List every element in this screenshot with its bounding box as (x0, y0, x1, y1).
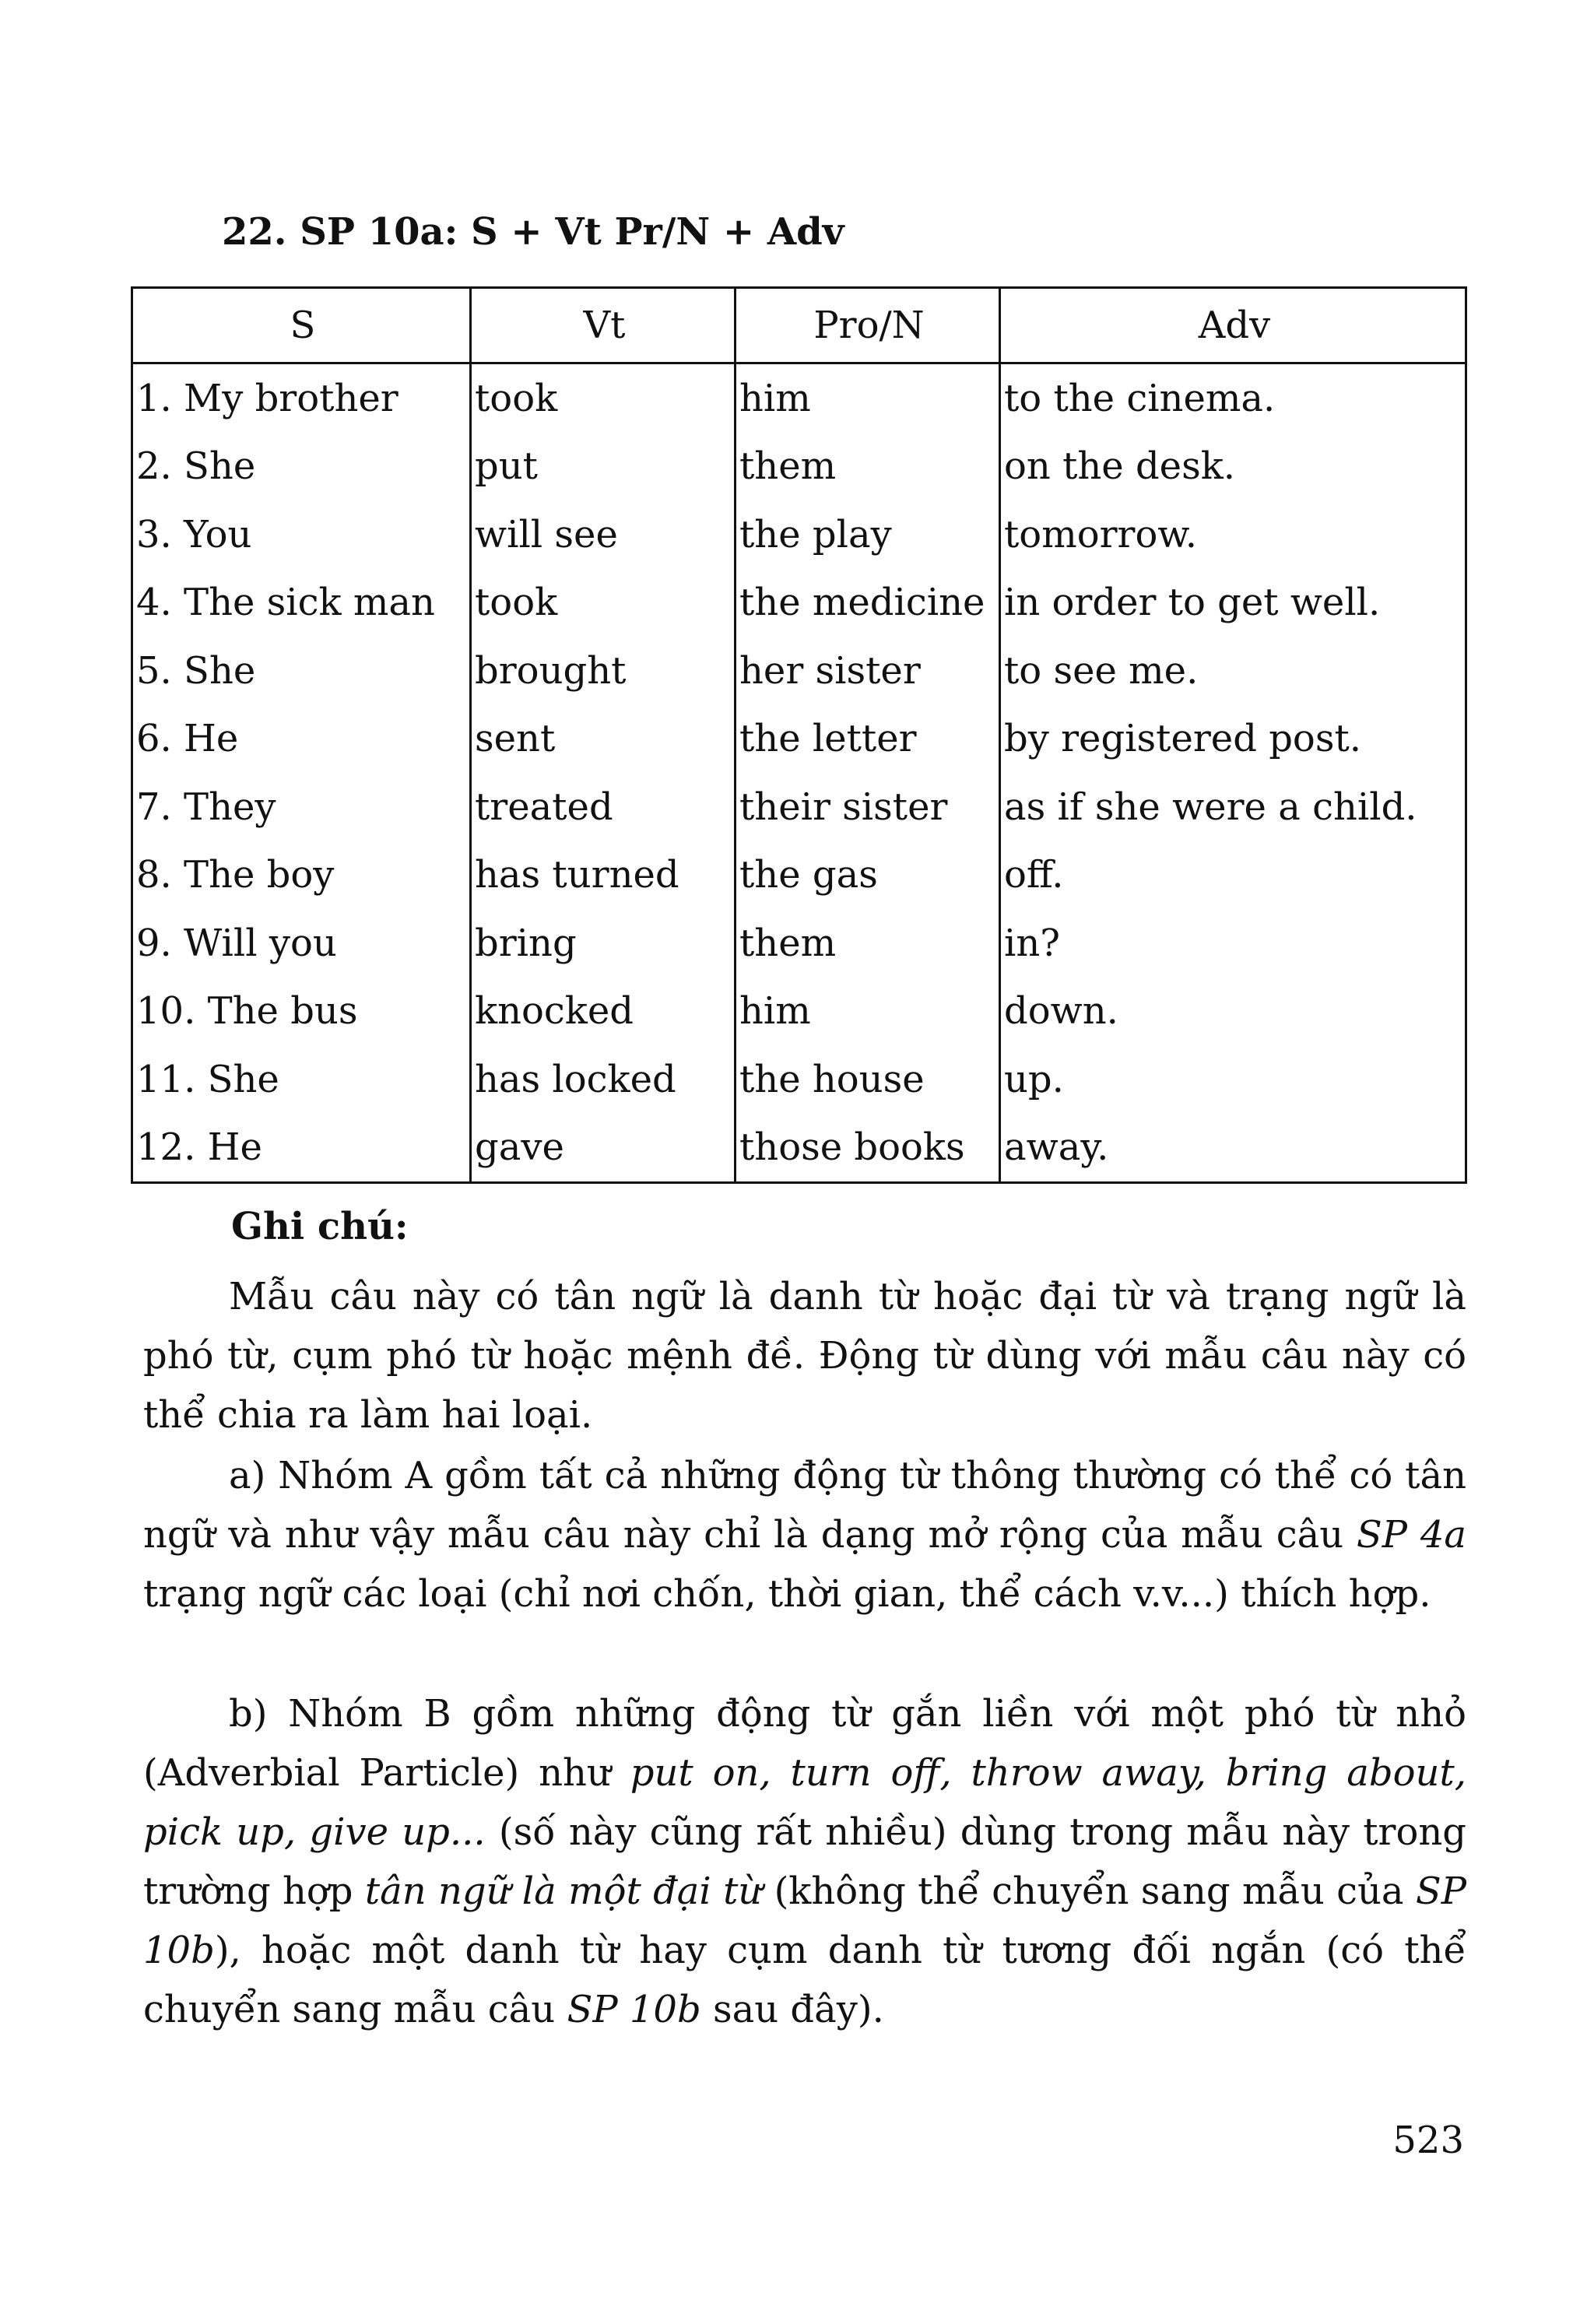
header-pron: Pro/N (736, 288, 1000, 363)
note-emphasis: SP 10b (567, 1988, 701, 2031)
table-row (132, 841, 1466, 910)
cell-adverbial: as if she were a child. (1000, 773, 1466, 841)
cell-verb: treated (471, 773, 736, 841)
cell-subject: 6. He (132, 705, 471, 774)
note-text: sau đây). (700, 1988, 884, 2031)
note-text: ), hoặc một danh từ hay cụm danh từ tương đối ngắn (có thể chuyển sang mẫu câu (143, 1929, 1466, 2031)
cell-subject: 7. They (132, 773, 471, 841)
cell-object: the letter (736, 705, 1000, 774)
cell-adverbial: off. (1000, 841, 1466, 910)
notes-title: Ghi chú: (231, 1205, 409, 1248)
cell-adverbial: tomorrow. (1000, 500, 1466, 569)
sentence-pattern-table (131, 286, 1467, 1184)
cell-object: them (736, 433, 1000, 501)
table-row (132, 637, 1466, 705)
cell-adverbial: to the cinema. (1000, 363, 1466, 433)
header-s: S (132, 288, 471, 363)
cell-verb: has turned (471, 841, 736, 910)
cell-verb: sent (471, 705, 736, 774)
cell-object: him (736, 363, 1000, 433)
note-paragraph-intro: Mẫu câu này có tân ngữ là danh từ hoặc đại từ và trạng ngữ là phó từ, cụm phó từ hoặc mệnh đề. Động từ dùng với mẫu câu này có thể chia ra làm hai loại. (143, 1275, 1466, 1437)
note-emphasis: SP 10b (143, 1869, 1466, 1972)
table-row (132, 500, 1466, 569)
note-emphasis: SP 4a (1356, 1513, 1467, 1557)
header-vt: Vt (471, 288, 736, 363)
cell-adverbial: in? (1000, 909, 1466, 978)
cell-subject: 3. You (132, 500, 471, 569)
cell-adverbial: to see me. (1000, 637, 1466, 705)
cell-subject: 5. She (132, 637, 471, 705)
note-emphasis: tân ngữ là một đại từ (364, 1869, 763, 1913)
cell-subject: 1. My brother (132, 363, 471, 433)
note-text: a) Nhóm A gồm tất cả những động từ thông thường có thể có tân ngữ và như vậy mẫu câu này chỉ là dạng mở rộng của mẫu câu (143, 1454, 1466, 1557)
cell-subject: 11. She (132, 1045, 471, 1114)
cell-subject: 9. Will you (132, 909, 471, 978)
cell-adverbial: by registered post. (1000, 705, 1466, 774)
cell-verb: took (471, 569, 736, 637)
cell-verb: put (471, 433, 736, 501)
cell-subject: 8. The boy (132, 841, 471, 910)
cell-verb: brought (471, 637, 736, 705)
cell-adverbial: on the desk. (1000, 433, 1466, 501)
cell-object: the gas (736, 841, 1000, 910)
cell-adverbial: down. (1000, 978, 1466, 1046)
cell-subject: 12. He (132, 1114, 471, 1183)
table-row (132, 773, 1466, 841)
table-row (132, 1114, 1466, 1183)
cell-verb: knocked (471, 978, 736, 1046)
cell-verb: has locked (471, 1045, 736, 1114)
cell-subject: 2. She (132, 433, 471, 501)
header-adv: Adv (1000, 288, 1466, 363)
note-text: trạng ngữ các loại (chỉ nơi chốn, thời gian, thể cách v.v...) thích hợp. (143, 1572, 1431, 1616)
cell-object: those books (736, 1114, 1000, 1183)
table-row (132, 909, 1466, 978)
cell-verb: gave (471, 1114, 736, 1183)
note-text: b) Nhóm B gồm những động từ gắn liền với một phó từ nhỏ (Adverbial Particle) như (143, 1692, 1466, 1795)
cell-subject: 10. The bus (132, 978, 471, 1046)
table-header-row (132, 288, 1466, 363)
cell-object: their sister (736, 773, 1000, 841)
cell-adverbial: up. (1000, 1045, 1466, 1114)
note-paragraph-group-a (143, 1446, 1466, 1624)
table-row (132, 363, 1466, 433)
cell-object: him (736, 978, 1000, 1046)
table-row (132, 978, 1466, 1046)
table-row (132, 433, 1466, 501)
note-text: (không thể chuyển sang mẫu của (762, 1869, 1416, 1913)
cell-object: them (736, 909, 1000, 978)
section-heading: 22. SP 10a: S + Vt Pr/N + Adv (222, 210, 844, 254)
note-emphasis: put on, turn off, throw away, bring about, pick up, give up... (143, 1751, 1466, 1854)
cell-object: the medicine (736, 569, 1000, 637)
cell-verb: took (471, 363, 736, 433)
table-row (132, 705, 1466, 774)
note-paragraph-group-b (143, 1684, 1466, 2039)
cell-subject: 4. The sick man (132, 569, 471, 637)
cell-object: her sister (736, 637, 1000, 705)
note-text: (số này cũng rất nhiều) dùng trong mẫu này trong trường hợp (143, 1810, 1467, 1913)
cell-adverbial: away. (1000, 1114, 1466, 1183)
cell-object: the play (736, 500, 1000, 569)
page-number: 523 (1392, 2119, 1464, 2162)
cell-adverbial: in order to get well. (1000, 569, 1466, 637)
table-row (132, 1045, 1466, 1114)
cell-verb: will see (471, 500, 736, 569)
cell-verb: bring (471, 909, 736, 978)
table-row (132, 569, 1466, 637)
cell-object: the house (736, 1045, 1000, 1114)
